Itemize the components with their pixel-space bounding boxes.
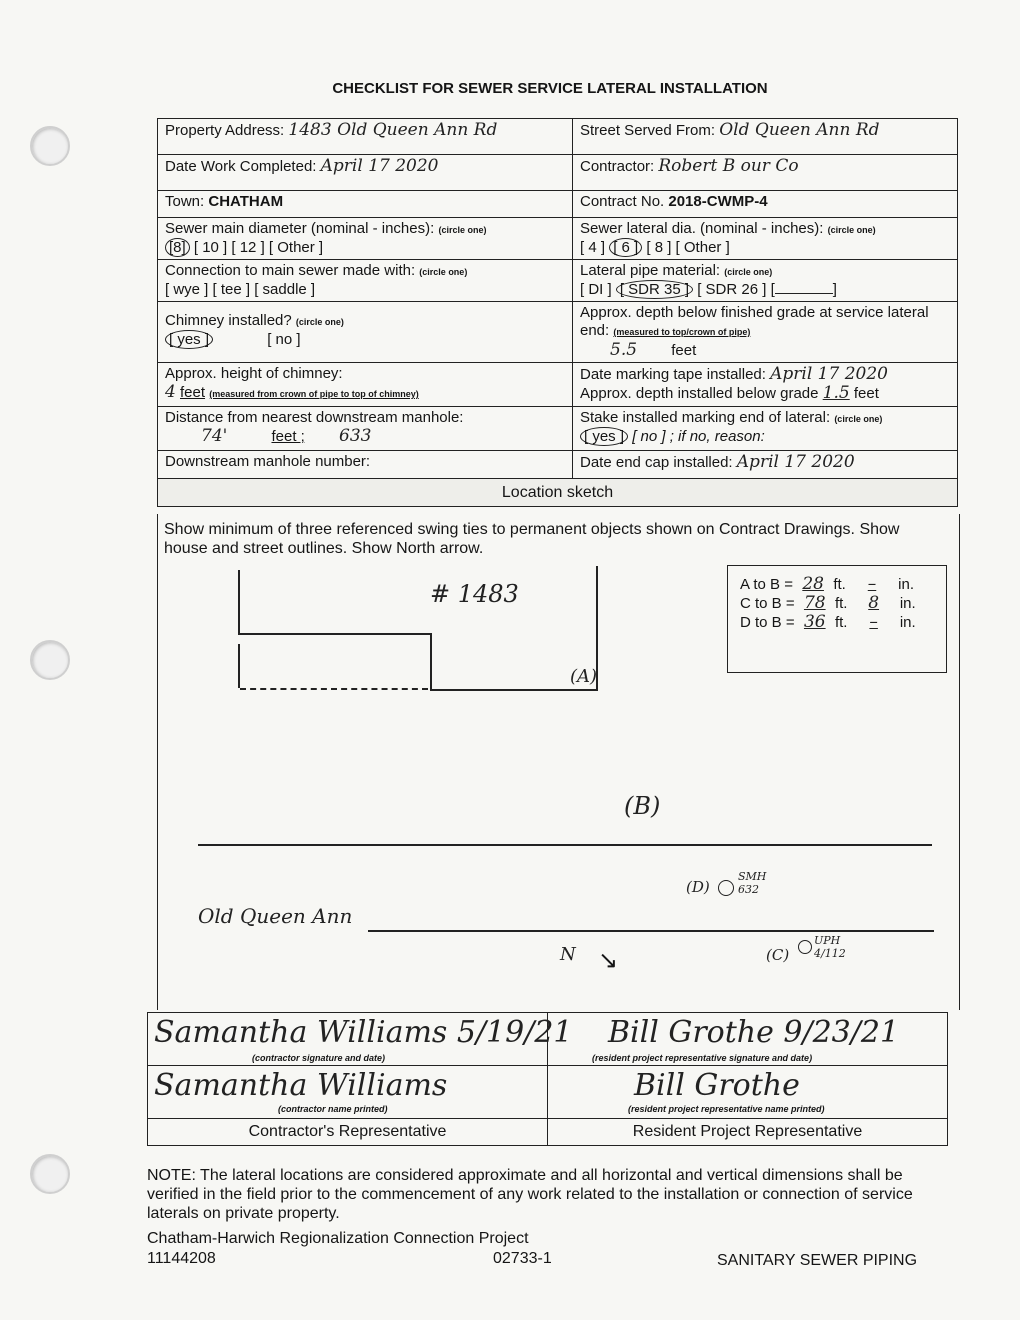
resident-signature: Bill Grothe 9/23/21 bbox=[608, 1015, 900, 1050]
mh-number-label: Downstream manhole number: bbox=[165, 453, 371, 470]
date-completed-value: April 17 2020 bbox=[320, 156, 439, 176]
swing-ties-box bbox=[727, 565, 947, 673]
date-completed-label: Date Work Completed: bbox=[165, 158, 317, 175]
in-unit: in. bbox=[899, 614, 916, 631]
resident-rep-label: Resident Project Representative bbox=[548, 1119, 948, 1146]
label-c: (C) bbox=[766, 946, 790, 964]
chimney-height-cell bbox=[158, 363, 573, 407]
chimney-label: Chimney installed? bbox=[165, 312, 292, 329]
contractor-rep-label: Contractor's Representative bbox=[148, 1119, 548, 1146]
tie-ft: 28 bbox=[802, 574, 824, 594]
resident-signature-cell bbox=[548, 1013, 948, 1066]
tie-in: – bbox=[869, 612, 878, 632]
main-option-8-circled: [8] bbox=[165, 238, 190, 257]
lateral-option-4: [ 4 ] bbox=[580, 239, 606, 256]
mh-number-cell bbox=[158, 451, 573, 479]
tie-label: A to B = bbox=[740, 576, 793, 593]
footer-project: Chatham-Harwich Regionalization Connection Project bbox=[147, 1230, 529, 1247]
lateral-dia-label: Sewer lateral dia. (nominal - inches): bbox=[580, 220, 824, 237]
tape-date-label: Date marking tape installed: bbox=[580, 366, 766, 383]
circle-one-note: (circle one) bbox=[724, 267, 773, 277]
contract-no-value: 2018-CWMP-4 bbox=[668, 193, 768, 210]
contractor-print-caption: (contractor name printed) bbox=[278, 1104, 388, 1114]
contractor-cell bbox=[573, 155, 958, 191]
distance-value: 74' bbox=[201, 426, 228, 446]
contract-no-cell bbox=[573, 191, 958, 218]
street-line bbox=[368, 930, 934, 932]
footer-number: 11144208 bbox=[147, 1250, 216, 1267]
connection-options: [ wye ] [ tee ] [ saddle ] bbox=[165, 281, 316, 298]
street-served-cell bbox=[573, 119, 958, 155]
label-a: (A) bbox=[570, 666, 598, 687]
depth-unit: feet bbox=[671, 342, 697, 359]
property-address-label: Property Address: bbox=[165, 122, 285, 139]
ft-unit: ft. bbox=[833, 576, 846, 593]
main-diameter-cell bbox=[158, 218, 573, 260]
in-unit: in. bbox=[899, 595, 916, 612]
chimney-yes-circled: [ yes ] bbox=[165, 330, 213, 349]
circle-one-note: (circle one) bbox=[834, 414, 883, 424]
uph-marker-icon bbox=[798, 940, 812, 954]
pipe-material-cell: Lateral pipe material: (circle one) [ DI ] [ SDR 35 ] [ SDR 26 ] [ ] bbox=[573, 260, 958, 302]
tie-ft: 78 bbox=[803, 593, 826, 613]
resident-print-caption: (resident project representative name printed) bbox=[628, 1104, 825, 1114]
stake-cell bbox=[573, 407, 958, 451]
contractor-signature-cell bbox=[148, 1013, 573, 1066]
stake-options: [ no ] ; if no, reason: bbox=[632, 428, 765, 445]
lateral-options: [ 8 ] [ Other ] bbox=[646, 239, 730, 256]
tape-date-value: April 17 2020 bbox=[770, 364, 888, 384]
main-diameter-label: Sewer main diameter (nominal - inches): bbox=[165, 220, 435, 237]
pipe-option-sdr35-circled: [ SDR 35 ] bbox=[616, 280, 693, 299]
label-b: (B) bbox=[624, 792, 661, 820]
town-value: CHATHAM bbox=[208, 193, 284, 210]
contractor-print-cell bbox=[148, 1066, 548, 1119]
connection-label: Connection to main sewer made with: bbox=[165, 262, 416, 279]
chimney-height-unit: feet bbox=[180, 384, 206, 401]
tape-depth-label: Approx. depth installed below grade bbox=[580, 385, 819, 402]
depth-value: 5.5 bbox=[610, 340, 638, 360]
resident-signature-caption: (resident project representative signature and date) bbox=[592, 1053, 813, 1063]
depth-label: Approx. depth below finished grade at service lateral end: bbox=[580, 304, 929, 339]
ft-unit: ft. bbox=[834, 614, 848, 631]
house-line bbox=[238, 570, 240, 634]
town-label: Town: bbox=[165, 193, 205, 210]
checklist-form bbox=[157, 118, 958, 507]
stake-label: Stake installed marking end of lateral: bbox=[580, 409, 831, 426]
property-address-value: 1483 Old Queen Ann Rd bbox=[288, 120, 498, 140]
pipe-options: [ SDR 26 ] [ bbox=[697, 281, 775, 298]
tie-in: – bbox=[867, 574, 877, 594]
end-cap-date: April 17 2020 bbox=[736, 452, 855, 472]
north-label: N bbox=[560, 944, 576, 965]
chimney-height-value: 4 bbox=[165, 382, 176, 402]
street-served-label: Street Served From: bbox=[580, 122, 716, 139]
tie-in: 8 bbox=[868, 593, 880, 613]
contractor-signature-caption: (contractor signature and date) bbox=[252, 1053, 386, 1063]
signature-block bbox=[147, 1012, 948, 1146]
house-line bbox=[430, 689, 598, 691]
tie-label: C to B = bbox=[740, 595, 795, 612]
smh-label: SMH 632 bbox=[738, 870, 767, 896]
note-text: NOTE: The lateral locations are considered approximate and all horizontal and vertical dimensions shall be verified in the field prior to the commencement of any work related to the installation or connection of service laterals on private property. bbox=[147, 1167, 913, 1222]
tape-depth-unit: feet bbox=[853, 385, 879, 402]
page-title: CHECKLIST FOR SEWER SERVICE LATERAL INSTALLATION bbox=[332, 80, 768, 97]
circle-one-note: (circle one) bbox=[419, 267, 468, 277]
connection-cell bbox=[158, 260, 573, 302]
street-served-value: Old Queen Ann Rd bbox=[719, 120, 880, 140]
resident-print-cell bbox=[548, 1066, 948, 1119]
uph-label: UPH 4/112 bbox=[814, 934, 846, 960]
chimney-no: [ no ] bbox=[267, 331, 301, 348]
distance-manhole: 633 bbox=[339, 426, 372, 446]
pipe-option-di: [ DI ] bbox=[580, 281, 612, 298]
contractor-printed-name: Samantha Williams bbox=[154, 1068, 448, 1103]
resident-printed-name: Bill Grothe bbox=[634, 1068, 800, 1103]
chimney-cell bbox=[158, 302, 573, 363]
location-sketch-header: Location sketch bbox=[158, 479, 958, 507]
house-number: # 1483 bbox=[430, 580, 519, 608]
street-line bbox=[198, 844, 932, 846]
in-unit: in. bbox=[898, 576, 915, 593]
main-options: [ 10 ] [ 12 ] [ Other ] bbox=[193, 239, 324, 256]
lateral-dia-cell bbox=[573, 218, 958, 260]
distance-unit: feet ; bbox=[271, 428, 305, 445]
contract-no-label: Contract No. bbox=[580, 193, 665, 210]
pipe-material-label: Lateral pipe material: bbox=[580, 262, 721, 279]
footer-section: 02733-1 bbox=[493, 1250, 552, 1267]
punch-hole bbox=[30, 640, 70, 680]
house-line bbox=[238, 633, 430, 635]
contractor-value: Robert B our Co bbox=[658, 156, 799, 176]
stake-yes-circled: [ yes ] bbox=[580, 427, 628, 446]
smh-marker-icon bbox=[718, 880, 734, 896]
street-name: Old Queen Ann bbox=[198, 904, 353, 928]
chimney-height-label: Approx. height of chimney: bbox=[165, 365, 343, 382]
tie-ft: 36 bbox=[803, 612, 826, 632]
tie-row bbox=[740, 574, 914, 594]
town-cell bbox=[158, 191, 573, 218]
property-address-cell bbox=[158, 119, 573, 155]
north-arrow-icon: ↘ bbox=[598, 947, 619, 974]
sketch-instructions: Show minimum of three referenced swing ties to permanent objects shown on Contract Drawings. Show house and street outlines. Show North arrow. bbox=[164, 521, 900, 557]
contractor-signature: Samantha Williams 5/19/21 bbox=[154, 1015, 573, 1050]
depth-cell bbox=[573, 302, 958, 363]
house-line bbox=[430, 633, 432, 691]
lateral-option-6-circled: [ 6 ] bbox=[609, 238, 642, 257]
date-completed-cell bbox=[158, 155, 573, 191]
footer-title: SANITARY SEWER PIPING bbox=[717, 1252, 918, 1269]
tie-row bbox=[740, 612, 916, 632]
chimney-height-note: (measured from crown of pipe to top of chimney) bbox=[209, 389, 419, 399]
punch-hole bbox=[30, 126, 70, 166]
end-cap-cell bbox=[573, 451, 958, 479]
end-cap-label: Date end cap installed: bbox=[580, 454, 733, 471]
depth-note: (measured to top/crown of pipe) bbox=[613, 327, 751, 337]
ft-unit: ft. bbox=[834, 595, 848, 612]
tie-row bbox=[740, 593, 916, 613]
circle-one-note: (circle one) bbox=[438, 225, 487, 235]
contractor-label: Contractor: bbox=[580, 158, 655, 175]
tape-cell bbox=[573, 363, 958, 407]
tie-label: D to B = bbox=[740, 614, 795, 631]
distance-label: Distance from nearest downstream manhole: bbox=[165, 409, 464, 426]
distance-cell bbox=[158, 407, 573, 451]
punch-hole bbox=[30, 1154, 70, 1194]
label-d: (D) bbox=[686, 878, 710, 896]
house-dashed-line bbox=[240, 676, 428, 690]
circle-one-note: (circle one) bbox=[827, 225, 876, 235]
tape-depth-value: 1.5 bbox=[822, 383, 850, 403]
circle-one-note: (circle one) bbox=[295, 317, 344, 327]
